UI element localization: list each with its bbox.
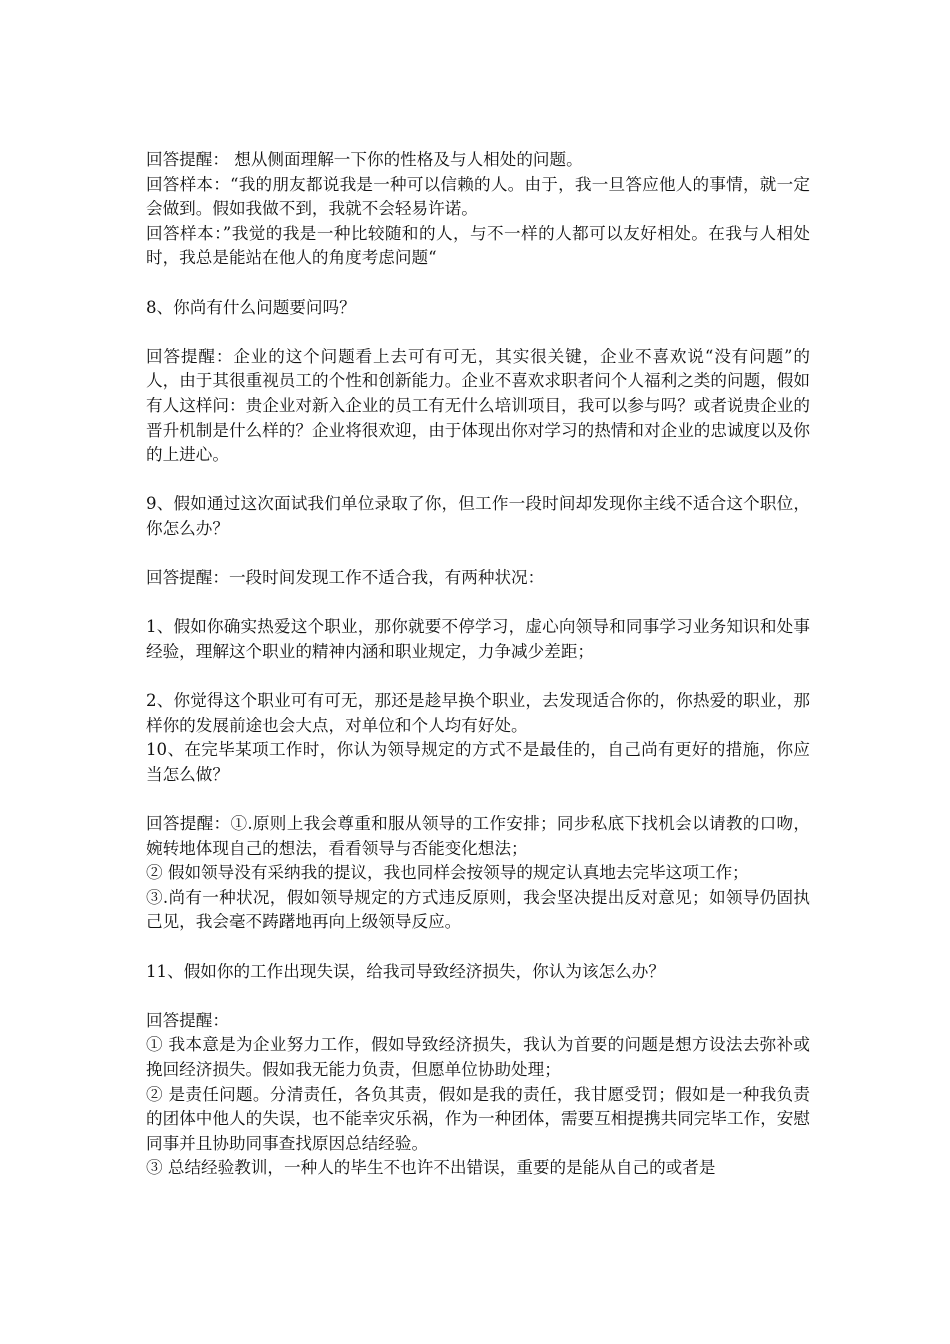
answer-hint-10-point-1: 回答提醒：①.原则上我会尊重和服从领导的工作安排；同步私底下找机会以请教的口吻，婉转地体现自己的想法，看看领导与否能变化想法； — [146, 814, 810, 858]
question-10: 10、在完毕某项工作时，你认为领导规定的方式不是最佳的，自己尚有更好的措施，你应当怎么做？ — [146, 740, 810, 784]
answer-hint-8: 回答提醒：企业的这个问题看上去可有可无，其实很关键，企业不喜欢说“没有问题”的人，由于其很重视员工的个性和创新能力。企业不喜欢求职者问个人福利之类的问题，假如有人这样问：贵企业对新入企业的员工有无什么培训项目，我可以参与吗？或者说贵企业的晋升机制是什么样的？企业将很欢迎，由于体现出你对学习的热情和对企业的忠诚度以及你的上进心。 — [146, 346, 810, 465]
paragraph-spacer — [146, 468, 810, 493]
question-8: 8、你尚有什么问题要问吗？ — [146, 297, 356, 317]
question-11: 11、假如你的工作出现失误，给我司导致经济损失，你认为该怎么办？ — [146, 961, 665, 981]
answer-9-point-2: 2、你觉得这个职业可有可无，那还是趁早换个职业，去发现适合你的，你热爱的职业，那样你的发展前途也会大点，对单位和个人均有好处。 — [146, 691, 810, 735]
answer-10-point-3: ③.尚有一种状况，假如领导规定的方式违反原则，我会坚决提出反对意见；如领导仍固执己见，我会毫不踌躇地再向上级领导反应。 — [146, 887, 810, 932]
paragraph-spacer — [146, 984, 810, 1009]
answer-hint-11-heading: 回答提醒： — [146, 1010, 229, 1030]
answer-10-point-2: ② 假如领导没有采纳我的提议，我也同样会按领导的规定认真地去完毕这项工作； — [146, 863, 749, 883]
paragraph-spacer — [146, 664, 810, 689]
paragraph-sample-trustworthy: 回答样本：“我的朋友都说我是一种可以信赖的人。由于，我一旦答应他人的事情，就一定会做到。假如我做不到，我就不会轻易许诺。 — [146, 174, 810, 219]
paragraph-spacer — [146, 935, 810, 960]
answer-11-point-2: ② 是责任问题。分清责任，各负其责，假如是我的责任，我甘愿受罚；假如是一种我负责的团体中他人的失误，也不能幸灾乐祸，作为一种团体，需要互相提携共同完毕工作，安慰同事并且协助同事查找原因总结经验。 — [146, 1084, 810, 1153]
paragraph-spacer — [146, 271, 810, 296]
question-9: 9、假如通过这次面试我们单位录取了你，但工作一段时间却发现你主线不适合这个职位，你怎么办？ — [146, 494, 810, 538]
document-body — [146, 148, 810, 1181]
paragraph-spacer — [146, 787, 810, 812]
answer-11-point-1: ① 我本意是为企业努力工作，假如导致经济损失，我认为首要的问题是想方设法去弥补或挽回经济损失。假如我无能力负责，但愿单位协助处理； — [146, 1035, 810, 1079]
paragraph-spacer — [146, 591, 810, 616]
paragraph-sample-easygoing: 回答样本：”我觉的我是一种比较随和的人，与不一样的人都可以友好相处。在我与人相处时，我总是能站在他人的角度考虑问题“ — [146, 223, 810, 268]
answer-9-point-1: 1、假如你确实热爱这个职业，那你就要不停学习，虚心向领导和同事学习业务知识和处事经验，理解这个职业的精神内涵和职业规定，力争减少差距； — [146, 617, 810, 661]
answer-11-point-3: ③ 总结经验教训，一种人的毕生不也许不出错误，重要的是能从自己的或者是 — [146, 1158, 716, 1178]
paragraph-spacer — [146, 542, 810, 567]
paragraph-spacer — [146, 320, 810, 345]
paragraph-hint-personality: 回答提醒： 想从侧面理解一下你的性格及与人相处的问题。 — [146, 150, 583, 169]
answer-hint-9: 回答提醒：一段时间发现工作不适合我，有两种状况： — [146, 568, 545, 588]
